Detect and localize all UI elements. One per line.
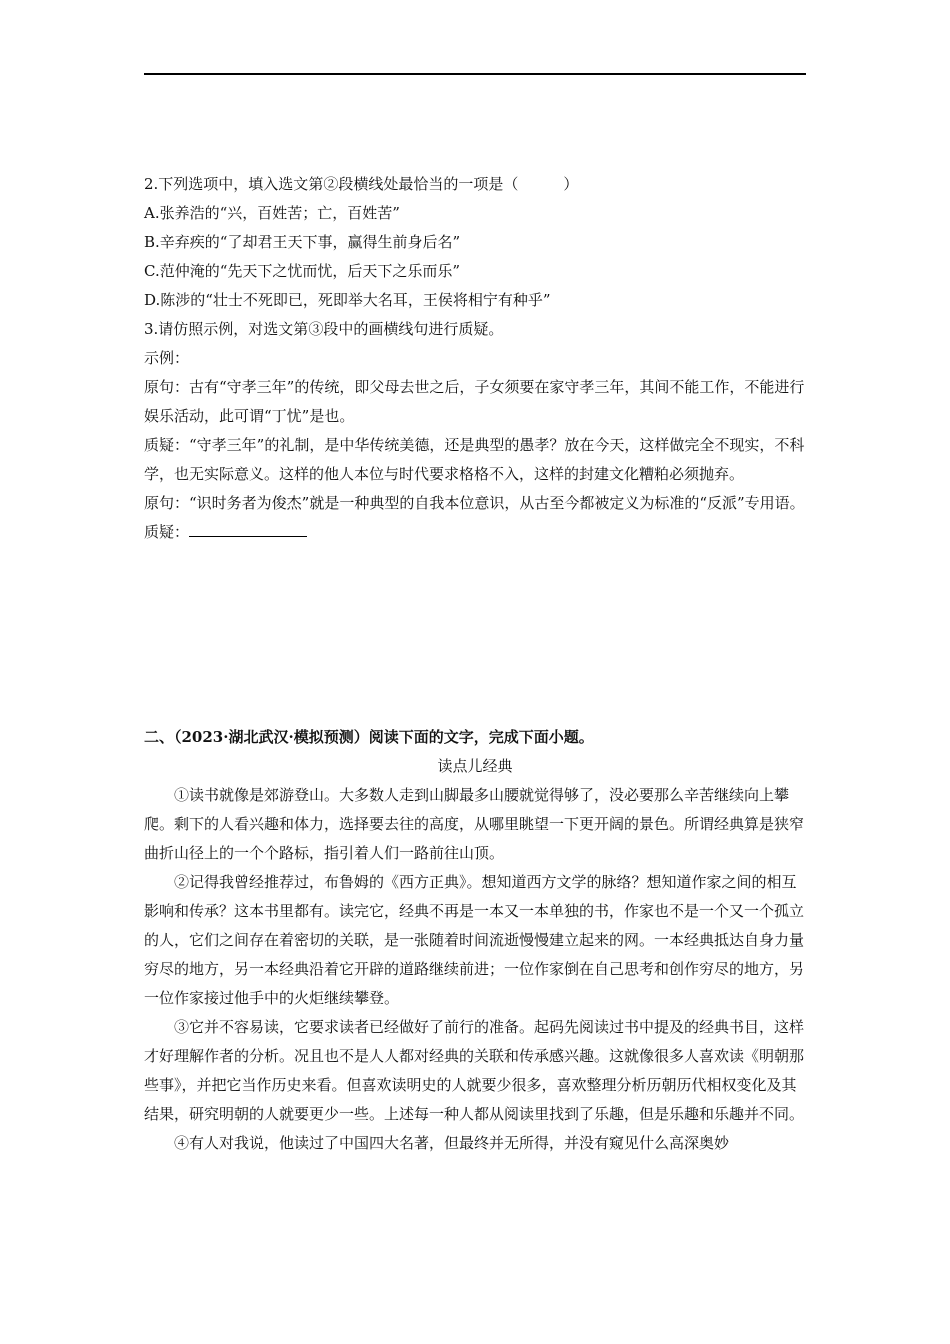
question-2-stem: 2.下列选项中，填入选文第②段横线处最恰当的一项是（ ） — [144, 175, 579, 193]
section-2-heading: 二、（2023·湖北武汉·模拟预测）阅读下面的文字，完成下面小题。 — [144, 728, 594, 746]
header-rule — [144, 73, 806, 75]
example-original-sentence: 原句：古有“守孝三年”的传统，即父母去世之后，子女须要在家守孝三年，其间不能工作，不能进行娱乐活动，此可谓“丁忧”是也。 — [144, 378, 805, 425]
article-paragraph-4: ④有人对我说，他读过了中国四大名著，但最终并无所得，并没有窥见什么高深奥妙 — [174, 1134, 730, 1152]
answer-blank[interactable] — [189, 518, 307, 537]
task-original-sentence: 原句：“识时务者为俊杰”就是一种典型的自我本位意识，从古至今都被定义为标准的“反派”专用语。 — [144, 494, 805, 512]
example-label: 示例： — [144, 349, 190, 367]
question-2-option-b: B.辛弃疾的“了却君王天下事，赢得生前身后名” — [144, 233, 461, 251]
question-2-option-d: D.陈涉的“壮士不死即已，死即举大名耳，王侯将相宁有种乎” — [144, 291, 551, 309]
task-doubt-label: 质疑： — [144, 523, 190, 541]
example-doubt: 质疑：“守孝三年”的礼制，是中华传统美德，还是典型的愚孝？放在今天，这样做完全不现实，不科学，也无实际意义。这样的他人本位与时代要求格格不入，这样的封建文化糟粕必须抛弃。 — [144, 436, 805, 483]
article-paragraph-3: ③它并不容易读，它要求读者已经做好了前行的准备。起码先阅读过书中提及的经典书目，这样才好理解作者的分析。况且也不是人人都对经典的关联和传承感兴趣。这就像很多人喜欢读《明朝那些事》，并把它当作历史来看。但喜欢读明史的人就要少很多，喜欢整理分析历朝历代相权变化及其结果，研究明朝的人就要更少一些。上述每一种人都从阅读里找到了乐趣，但是乐趣和乐趣并不同。 — [144, 1018, 805, 1123]
question-3-stem: 3.请仿照示例，对选文第③段中的画横线句进行质疑。 — [144, 320, 504, 338]
article-title: 读点儿经典 — [437, 757, 513, 775]
question-2-option-a: A.张养浩的“兴，百姓苦；亡，百姓苦” — [144, 204, 400, 222]
article-paragraph-1: ①读书就像是郊游登山。大多数人走到山脚最多山腰就觉得够了，没必要那么辛苦继续向上攀爬。剩下的人看兴趣和体力，选择要去往的高度，从哪里眺望一下更开阔的景色。所谓经典算是狭窄曲折山径上的一个个路标，指引着人们一路前往山顶。 — [144, 786, 805, 862]
question-2-option-c: C.范仲淹的“先天下之忧而忧，后天下之乐而乐” — [144, 262, 461, 280]
document-page — [144, 170, 806, 1158]
spacer — [144, 547, 806, 723]
article-paragraph-2: ②记得我曾经推荐过，布鲁姆的《西方正典》。想知道西方文学的脉络？想知道作家之间的相互影响和传承？这本书里都有。读完它，经典不再是一本又一本单独的书，作家也不是一个又一个孤立的人，它们之间存在着密切的关联，是一张随着时间流逝慢慢建立起来的网。一本经典抵达自身力量穷尽的地方，另一本经典沿着它开辟的道路继续前进；一位作家倒在自己思考和创作穷尽的地方，另一位作家接过他手中的火炬继续攀登。 — [144, 873, 805, 1007]
task-doubt-row — [144, 518, 806, 547]
